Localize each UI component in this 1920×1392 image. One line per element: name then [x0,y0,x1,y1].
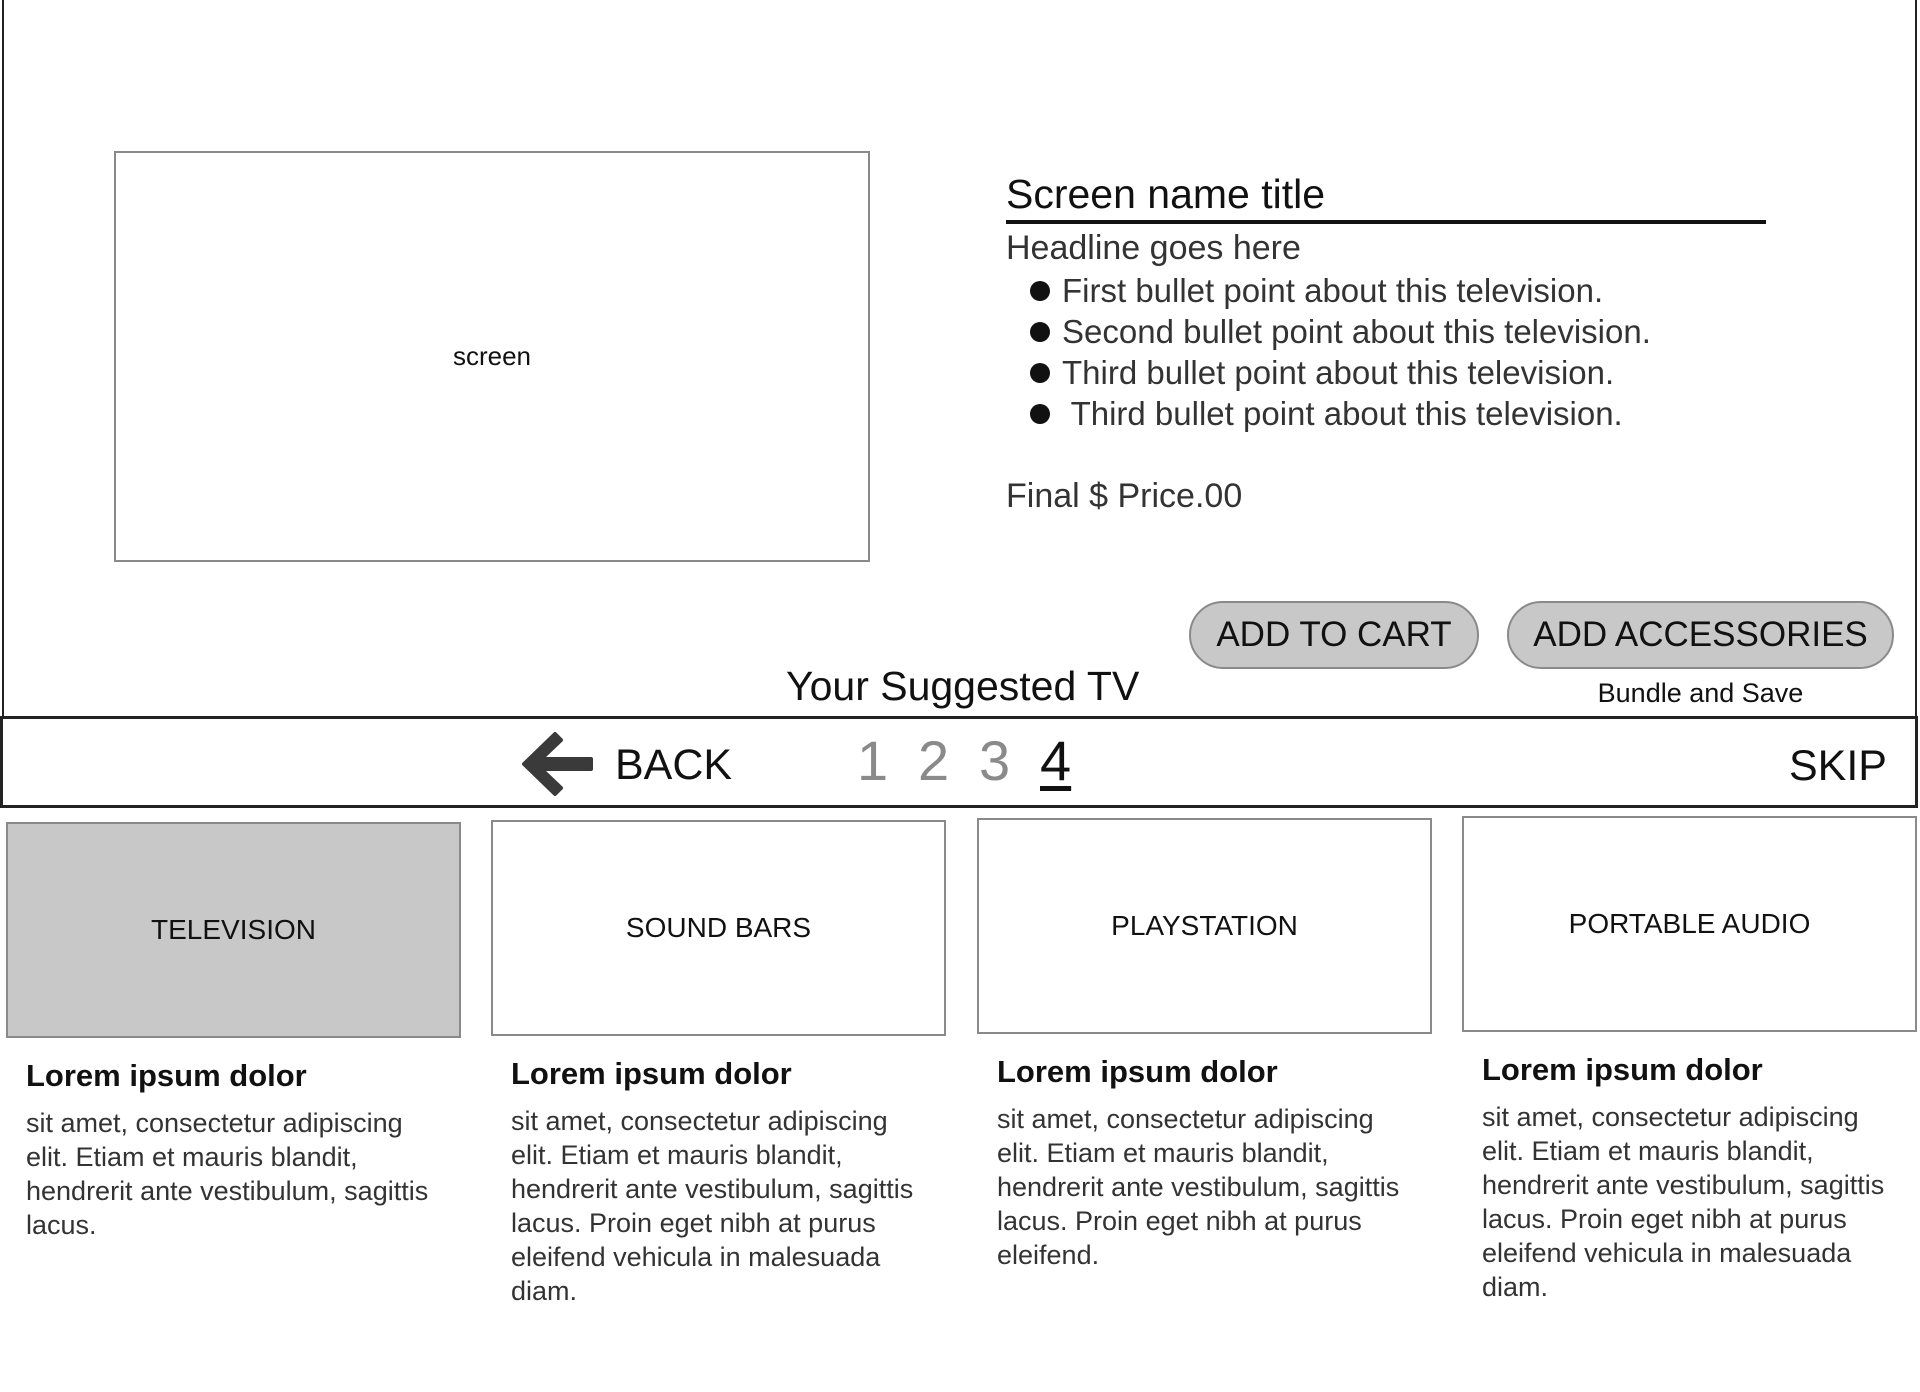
headline: Headline goes here [1006,229,1301,267]
feature-text: Third bullet point about this television. [1062,395,1623,432]
card-title: Lorem ipsum dolor [1482,1052,1763,1087]
card-description: sit amet, consectetur adipiscing elit. Etiam et mauris blandit, hendrerit ante vestibulum, sagittis lacus. Proin eget nibh at purus eleifend vehicula in malesuada diam. [1482,1102,1885,1302]
category-card-sound-bars [491,820,946,1308]
card-description: sit amet, consectetur adipiscing elit. Etiam et mauris blandit, hendrerit ante vestibulum, sagittis lacus. Proin eget nibh at purus eleifend. [997,1104,1400,1270]
wizard-nav-bar [0,716,1918,808]
section-title: Your Suggested TV [786,663,1140,709]
category-tile-sound-bars[interactable]: SOUND BARS [491,820,946,1036]
step-indicator [857,729,1101,793]
step-2[interactable]: 2 [918,729,950,792]
feature-bullet [1030,352,1651,393]
card-title: Lorem ipsum dolor [997,1054,1278,1089]
screen-label: screen [452,341,532,371]
bullet-dot-icon [1030,281,1050,301]
category-tile-television[interactable]: TELEVISION [6,822,461,1038]
step-4-current[interactable]: 4 [1040,729,1072,792]
feature-text: Third bullet point about this television. [1062,354,1615,391]
feature-text: First bullet point about this television. [1062,272,1604,309]
add-to-cart-button[interactable]: ADD TO CART [1189,601,1479,669]
screen-placeholder [114,151,870,562]
card-title: Lorem ipsum dolor [26,1058,307,1093]
feature-bullet [1030,393,1651,434]
bullet-dot-icon [1030,404,1050,424]
feature-bullet [1030,270,1651,311]
category-card-television [6,822,461,1242]
card-description: sit amet, consectetur adipiscing elit. Etiam et mauris blandit, hendrerit ante vestibulum, sagittis lacus. Proin eget nibh at purus eleifend vehicula in malesuada diam. [511,1106,914,1306]
step-1[interactable]: 1 [857,729,889,792]
add-accessories-button[interactable]: ADD ACCESSORIES [1507,601,1894,669]
card-title: Lorem ipsum dolor [511,1056,792,1091]
final-price: Final $ Price.00 [1006,477,1243,515]
bundle-note: Bundle and Save [1597,678,1804,708]
page-title: Screen name title [1006,168,1766,224]
category-tile-portable-audio[interactable]: PORTABLE AUDIO [1462,816,1917,1032]
card-description: sit amet, consectetur adipiscing elit. Etiam et mauris blandit, hendrerit ante vestibulum, sagittis lacus. [26,1108,429,1240]
category-card-playstation [977,818,1432,1272]
step-3[interactable]: 3 [979,729,1011,792]
arrow-left-icon[interactable] [521,731,593,797]
category-tile-playstation[interactable]: PLAYSTATION [977,818,1432,1034]
back-button[interactable]: BACK [615,741,733,789]
skip-button[interactable]: SKIP [1789,742,1887,790]
bullet-dot-icon [1030,363,1050,383]
category-card-portable-audio [1462,816,1917,1304]
feature-bullet [1030,311,1651,352]
feature-list [1030,270,1651,434]
feature-text: Second bullet point about this television. [1062,313,1651,350]
bullet-dot-icon [1030,322,1050,342]
